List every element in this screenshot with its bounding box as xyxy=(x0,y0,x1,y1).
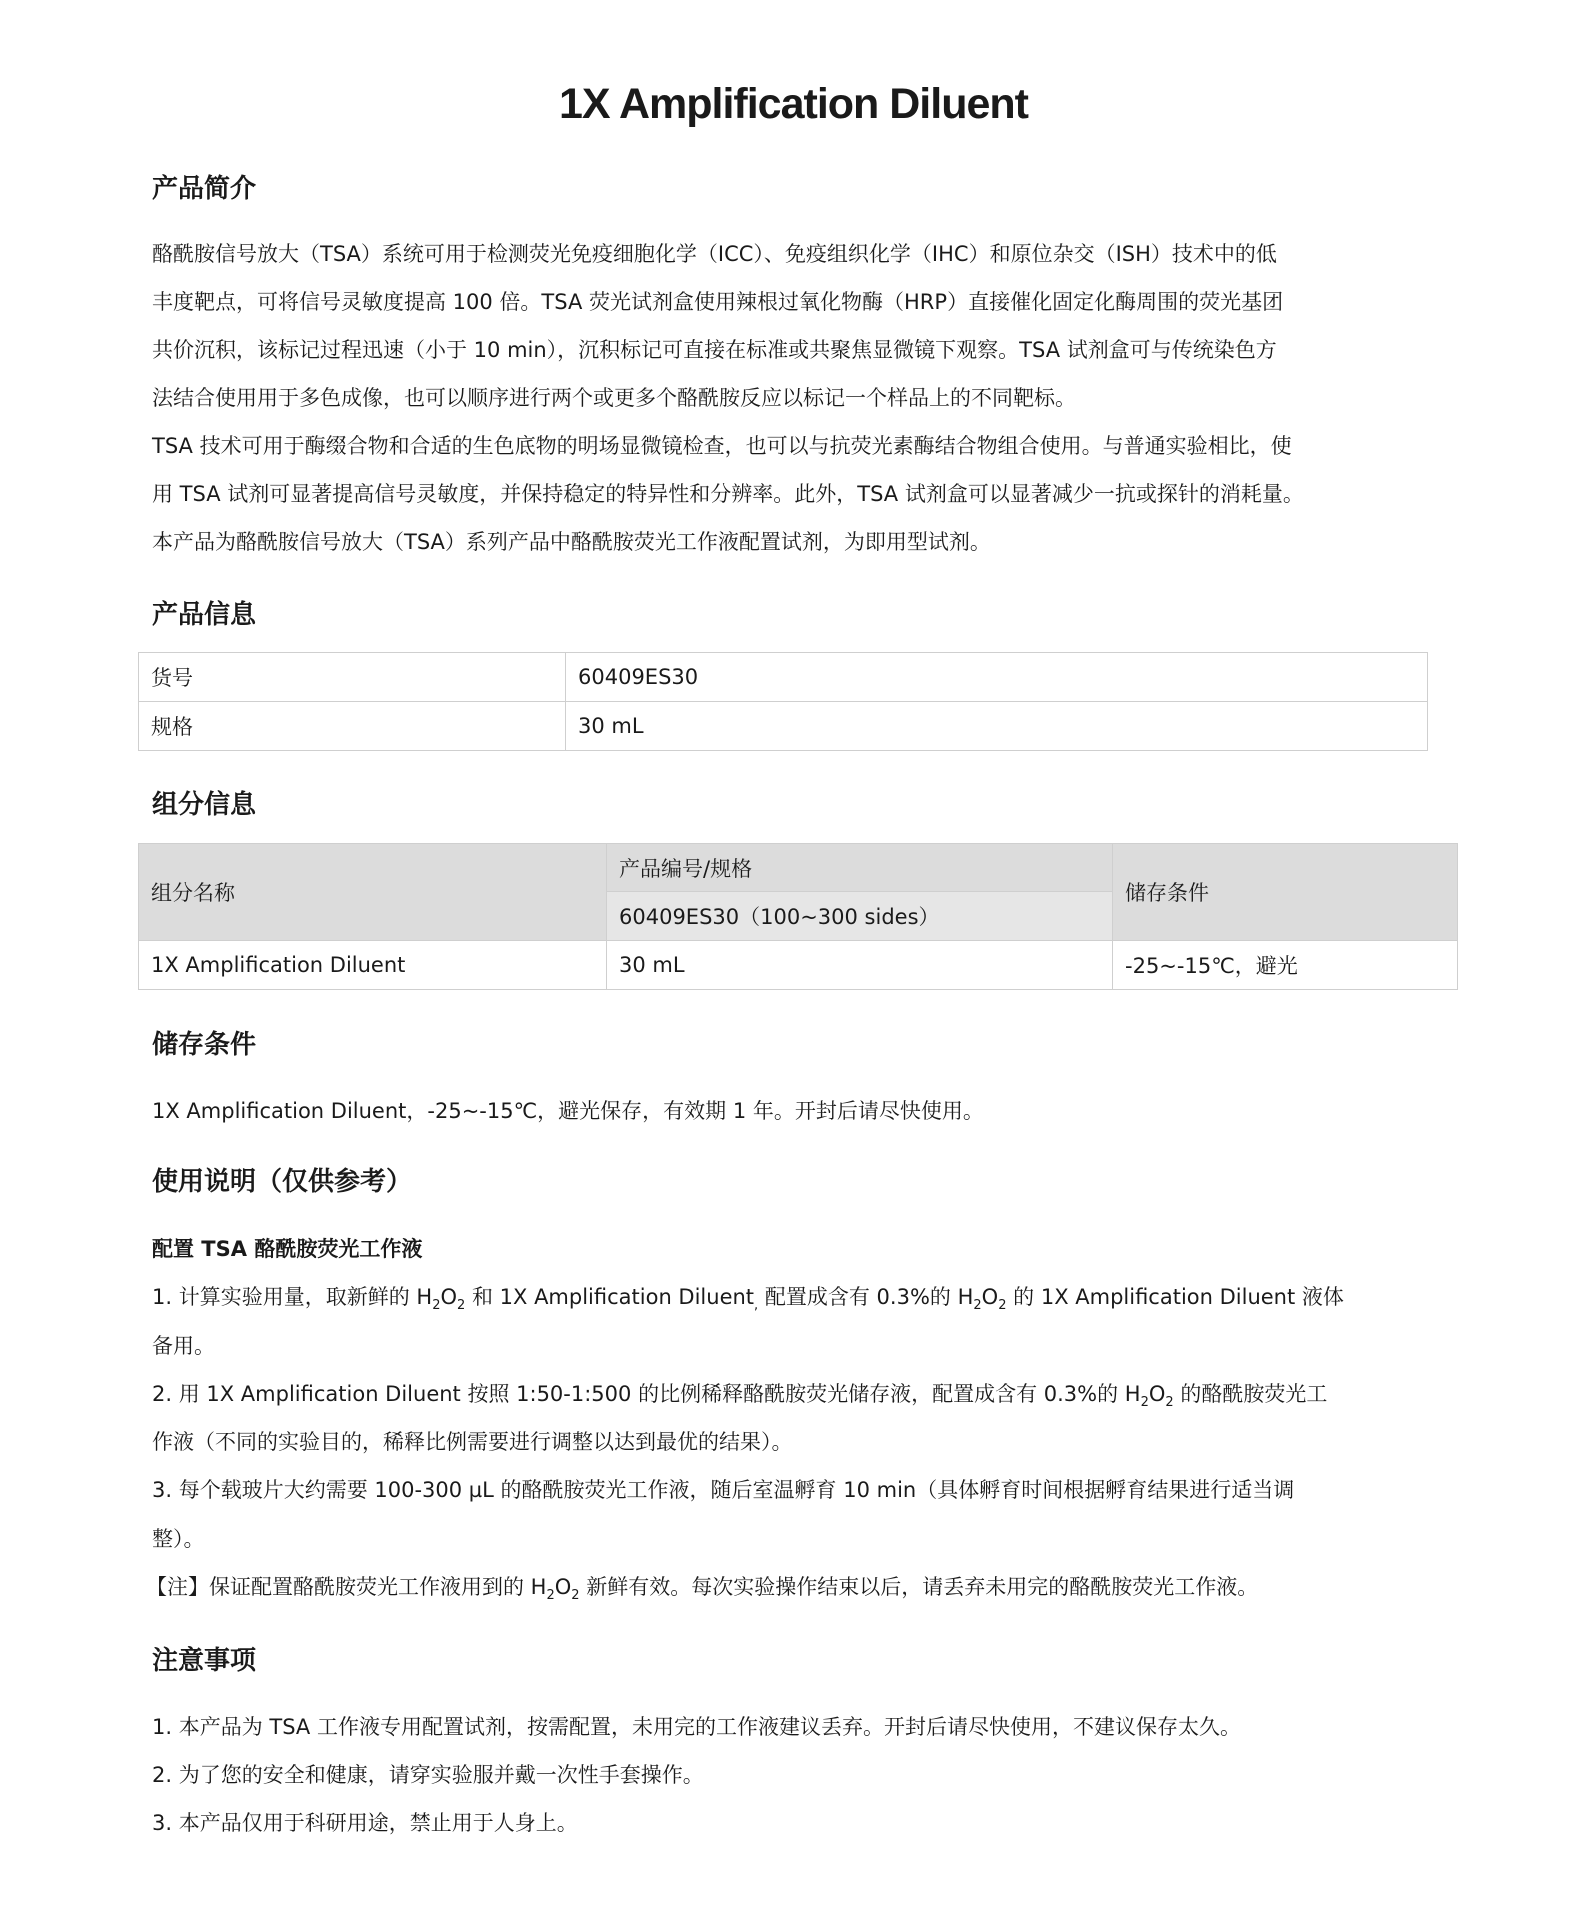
col-storage: 储存条件 xyxy=(1113,844,1458,941)
components-heading: 组分信息 xyxy=(152,790,257,820)
col-component-name: 组分名称 xyxy=(139,844,607,941)
storage-text: 1X Amplification Diluent，-25~-15℃，避光保存，有效期 1 年。开封后请尽快使用。 xyxy=(152,1099,984,1123)
step-2-cont: 作液（不同的实验目的，稀释比例需要进行调整以达到最优的结果）。 xyxy=(152,1430,793,1454)
step-1-cont: 备用。 xyxy=(152,1334,215,1358)
intro-line-5: TSA 技术可用于酶缀合物和合适的生色底物的明场显微镜检查，也可以与抗荧光素酶结合物组合使用。与普通实验相比，使 xyxy=(152,434,1292,458)
info-label: 规格 xyxy=(139,702,566,751)
step-2: 2. 用 1X Amplification Diluent 按照 1:50-1:500 的比例稀释酪酰胺荧光储存液，配置成含有 0.3%的 $H_2O_2$ 的酪酰胺荧光工 xyxy=(152,1382,1328,1410)
step-1: 1. 计算实验用量，取新鲜的 $H_2O_2$ 和 1X Amplification Diluent$_,$ 配置成含有 0.3%的 $H_2O_2$ 的 1X Amplification Diluent 液体 xyxy=(152,1285,1344,1313)
page-title: 1X Amplification Diluent xyxy=(559,80,1028,128)
notes-item-2: 2. 为了您的安全和健康，请穿实验服并戴一次性手套操作。 xyxy=(152,1763,704,1787)
col-product-code: 产品编号/规格 xyxy=(607,844,1113,892)
notes-heading: 注意事项 xyxy=(152,1646,257,1676)
intro-heading: 产品简介 xyxy=(152,174,257,204)
info-heading: 产品信息 xyxy=(152,600,257,630)
notes-item-1: 1. 本产品为 TSA 工作液专用配置试剂，按需配置，未用完的工作液建议丢弃。开封后请尽快使用，不建议保存太久。 xyxy=(152,1715,1241,1739)
step-3-cont: 整）。 xyxy=(152,1527,205,1551)
intro-line-7: 本产品为酪酰胺信号放大（TSA）系列产品中酪酰胺荧光工作液配置试剂，为即用型试剂。 xyxy=(152,530,991,554)
usage-subheading: 配置 TSA 酪酰胺荧光工作液 xyxy=(152,1237,423,1261)
intro-line-2: 丰度靶点，可将信号灵敏度提高 100 倍。TSA 荧光试剂盒使用辣根过氧化物酶（HRP）直接催化固定化酶周围的荧光基团 xyxy=(152,290,1284,314)
storage-heading: 储存条件 xyxy=(152,1030,257,1060)
intro-paragraph xyxy=(152,230,1442,566)
intro-line-1: 酪酰胺信号放大（TSA）系统可用于检测荧光免疫细胞化学（ICC）、免疫组织化学（IHC）和原位杂交（ISH）技术中的低 xyxy=(152,242,1277,266)
table-row xyxy=(139,941,1458,990)
notes-item-3: 3. 本产品仅用于科研用途，禁止用于人身上。 xyxy=(152,1811,578,1835)
components-table xyxy=(138,843,1458,990)
intro-line-6: 用 TSA 试剂可显著提高信号灵敏度，并保持稳定的特异性和分辨率。此外，TSA 试剂盒可以显著减少一抗或探针的消耗量。 xyxy=(152,482,1304,506)
info-label: 货号 xyxy=(139,653,566,702)
table-header-row xyxy=(139,844,1458,892)
table-row xyxy=(139,702,1428,751)
info-value: 60409ES30 xyxy=(566,653,1428,702)
col-spec: 60409ES30（100~300 sides） xyxy=(607,892,1113,941)
cell-amount: 30 mL xyxy=(607,941,1113,990)
cell-storage: -25~-15℃，避光 xyxy=(1113,941,1458,990)
cell-component-name: 1X Amplification Diluent xyxy=(139,941,607,990)
step-3: 3. 每个载玻片大约需要 100-300 µL 的酪酰胺荧光工作液，随后室温孵育 10 min（具体孵育时间根据孵育结果进行适当调 xyxy=(152,1478,1295,1502)
product-info-table xyxy=(138,652,1428,751)
info-value: 30 mL xyxy=(566,702,1428,751)
note: 【注】保证配置酪酰胺荧光工作液用到的 $H_2O_2$ 新鲜有效。每次实验操作结束以后，请丢弃未用完的酪酰胺荧光工作液。 xyxy=(146,1575,1259,1603)
intro-line-3: 共价沉积，该标记过程迅速（小于 10 min），沉积标记可直接在标准或共聚焦显微镜下观察。TSA 试剂盒可与传统染色方 xyxy=(152,338,1277,362)
table-row xyxy=(139,653,1428,702)
usage-heading: 使用说明（仅供参考） xyxy=(152,1167,413,1197)
intro-line-4: 法结合使用用于多色成像，也可以顺序进行两个或更多个酪酰胺反应以标记一个样品上的不同靶标。 xyxy=(152,386,1076,410)
